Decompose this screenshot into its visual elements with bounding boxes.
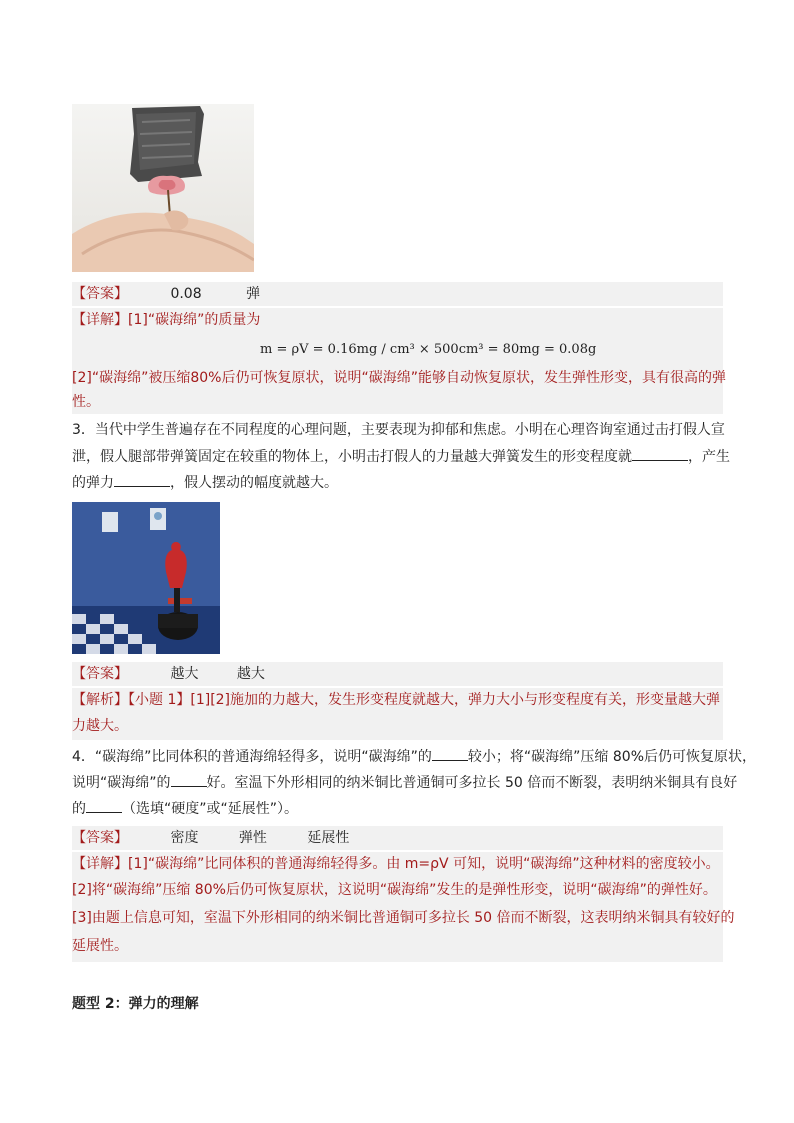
- detail-text: 延展性。: [72, 938, 128, 954]
- detail-label: 【详解】: [72, 856, 128, 872]
- detail-text: [1]“碳海绵”比同体积的普通海绵轻得多。由 m=ρV 可知，说明“碳海绵”这种材料的密度较小。: [128, 856, 720, 872]
- question-text: 3．当代中学生普遍存在不同程度的心理问题，主要表现为抑郁和焦虑。小明在心理咨询室通过击打假人宣: [72, 422, 725, 438]
- detail-text: [1]“碳海绵”的质量为: [128, 312, 261, 328]
- answer-value: 0.08: [170, 286, 202, 302]
- answer-value: 越大: [236, 666, 265, 682]
- q3-answer-row: [72, 662, 723, 686]
- question-text: 泄，假人腿部带弹簧固定在较重的物体上，小明击打假人的力量越大弹簧发生的形变程度就: [72, 449, 632, 465]
- q4-answer-row: [72, 826, 723, 850]
- answer-blank: [432, 746, 468, 761]
- q2-answer-row: [72, 282, 723, 306]
- answer-blank: [171, 772, 207, 787]
- answer-label: 【答案】: [72, 666, 128, 682]
- analysis-tag: 【小题 1】: [128, 692, 191, 708]
- section-title: 题型 2：弹力的理解: [72, 996, 199, 1012]
- answer-value: 密度: [170, 830, 199, 846]
- answer-value: 弹性: [238, 830, 267, 846]
- answer-blank: [86, 798, 122, 813]
- question-text: ，产生: [688, 449, 730, 465]
- analysis-text: 力越大。: [72, 718, 128, 734]
- answer-blank: [114, 472, 170, 487]
- question-text: （选填“硬度”或“延展性”）。: [122, 801, 299, 817]
- q2-detail-block: [72, 308, 726, 414]
- punching-dummy-photo: [72, 502, 220, 654]
- q3-analysis-block: [72, 688, 723, 740]
- answer-blank: [632, 446, 688, 461]
- analysis-text: [1][2]施加的力越大，发生形变程度就越大，弹力大小与形变程度有关，形变量越大弹: [190, 692, 721, 708]
- question-text: 较小；将“碳海绵”压缩 80%后仍可恢复原状，: [467, 749, 756, 765]
- detail-text: [3]由题上信息可知，室温下外形相同的纳米铜比普通铜可多拉长 50 倍而不断裂，这表明纳米铜具有较好的: [72, 910, 735, 926]
- detail-text: 性。: [72, 394, 100, 410]
- detail-label: 【详解】: [72, 312, 128, 328]
- answer-value: 弹: [246, 286, 261, 302]
- analysis-label: 【解析】: [72, 692, 128, 708]
- detail-text: [2]将“碳海绵”压缩 80%后仍可恢复原状，这说明“碳海绵”发生的是弹性形变，说明“碳海绵”的弹性好。: [72, 882, 717, 898]
- answer-label: 【答案】: [72, 286, 128, 302]
- question-text: 好。室温下外形相同的纳米铜比普通铜可多拉长 50 倍而不断裂，表明纳米铜具有良好: [206, 775, 738, 791]
- carbon-sponge-photo: [72, 104, 254, 272]
- question-text: 的弹力: [72, 475, 114, 491]
- question-4: [72, 746, 756, 822]
- question-text: ，假人摆动的幅度就越大。: [170, 475, 338, 491]
- question-3: [72, 420, 730, 496]
- answer-label: 【答案】: [72, 830, 128, 846]
- q4-detail-block: [72, 852, 735, 962]
- question-text: 说明“碳海绵”的: [72, 775, 171, 791]
- answer-value: 越大: [170, 666, 199, 682]
- detail-text: [2]“碳海绵”被压缩80%后仍可恢复原状，说明“碳海绵”能够自动恢复原状，发生弹性形变，具有很高的弹: [72, 370, 726, 386]
- question-text: 4．“碳海绵”比同体积的普通海绵轻得多，说明“碳海绵”的: [72, 749, 432, 765]
- mass-equation: m = ρV = 0.16mg / cm³ × 500cm³ = 80mg = 0.08g: [260, 342, 597, 357]
- question-text: 的: [72, 801, 86, 817]
- answer-value: 延展性: [307, 830, 350, 846]
